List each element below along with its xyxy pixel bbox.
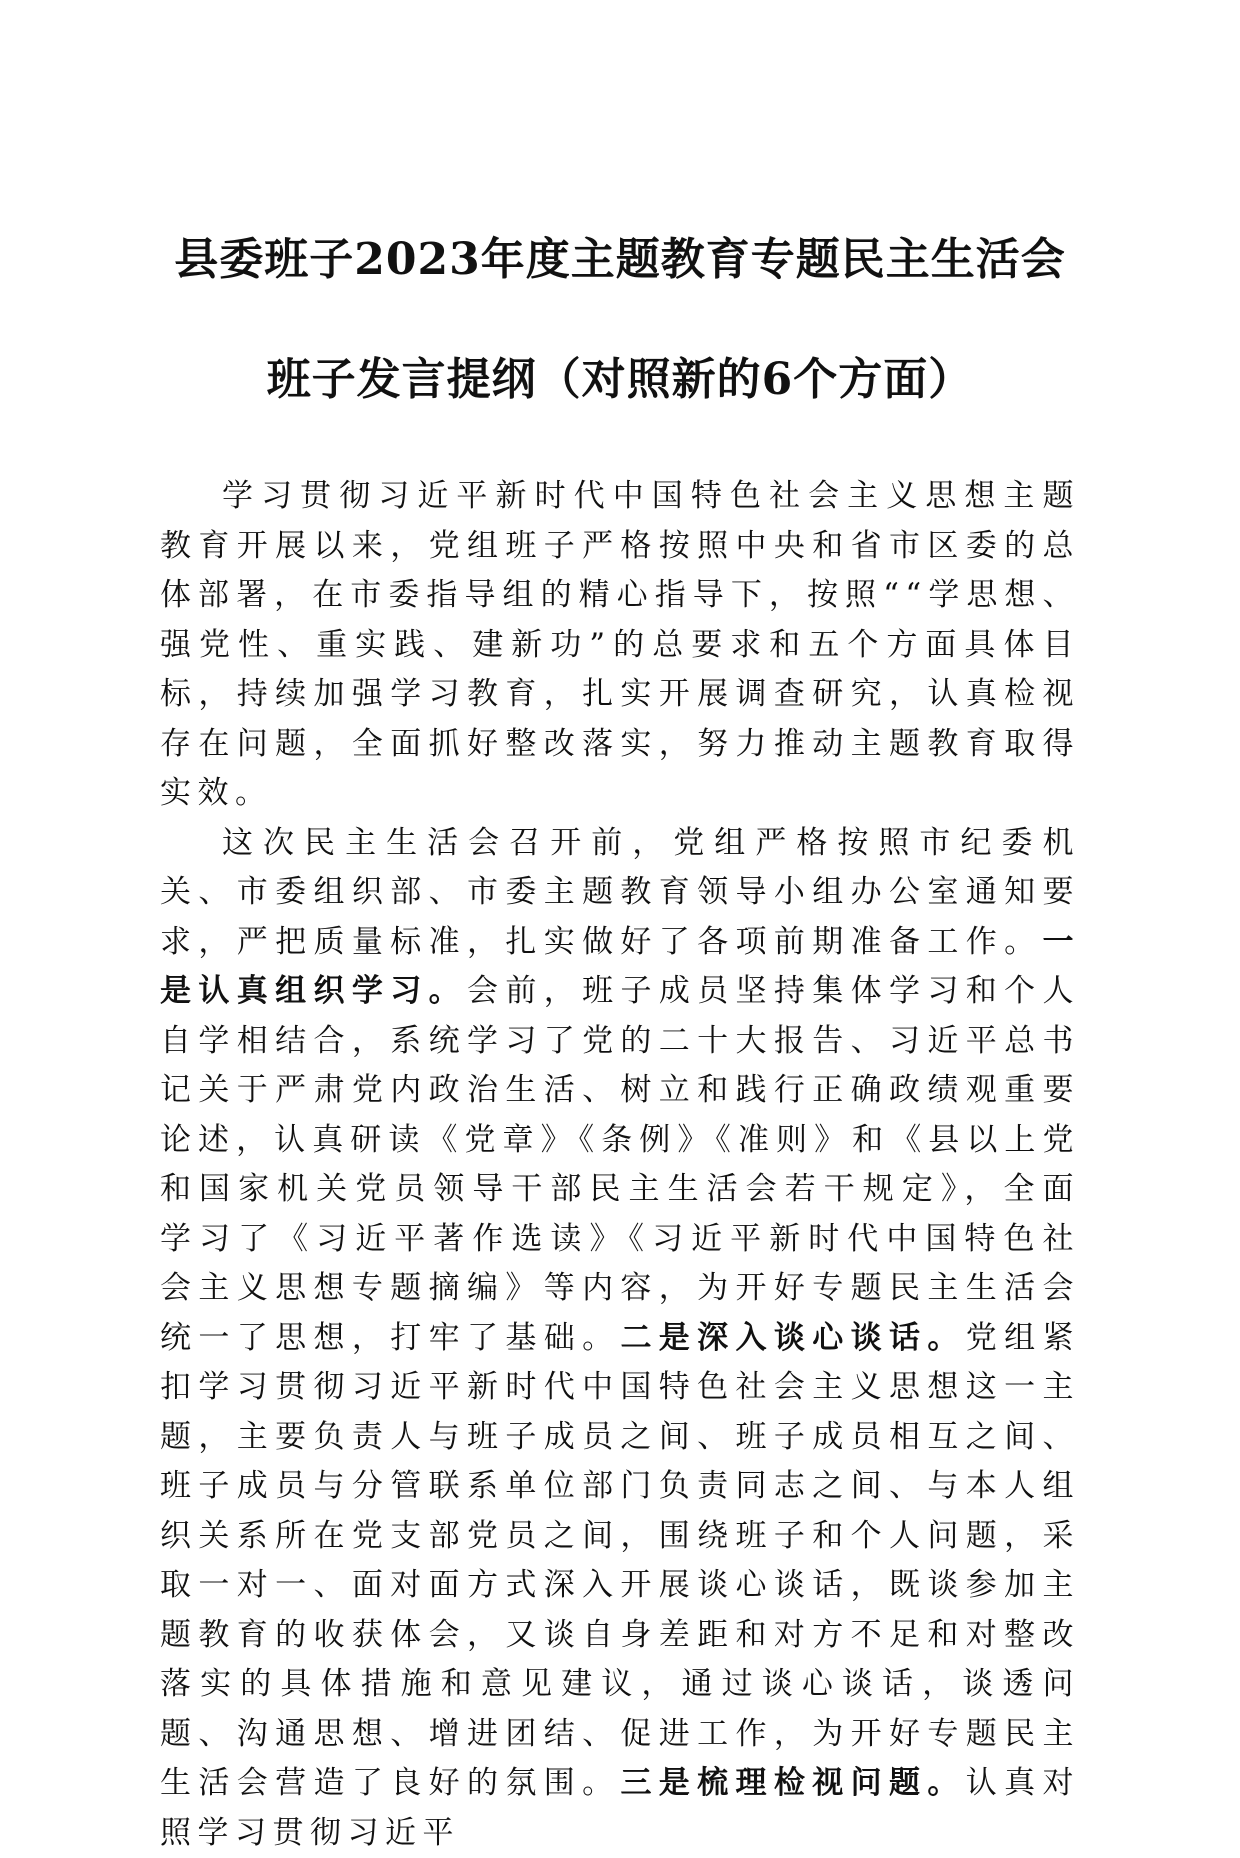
paragraph-preparation (160, 819, 1080, 1858)
paragraph-text-segment: 这次民主生活会召开前，党组严格按照市纪委机关、市委组织部、市委主题教育领导小组办公室通知要求，严把质量标准，扎实做好了各项前期准备工作。 (160, 825, 1080, 960)
paragraph-introduction: 学习贯彻习近平新时代中国特色社会主义思想主题教育开展以来，党组班子严格按照中央和省市区委的总体部署，在市委指导组的精心指导下，按照““学思想、强党性、重实践、建新功”的总要求和五个方面具体目标，持续加强学习教育，扎实开展调查研究，认真检视存在问题，全面抓好整改落实，努力推动主题教育取得实效。 (160, 472, 1080, 819)
document-title-line-2: 班子发言提纲（对照新的6个方面） (100, 350, 1140, 410)
bold-point-1: 一是认真组织学习。 (160, 924, 1080, 1010)
paragraph-text-segment: 认真对照学习贯彻习近平 (160, 1765, 1080, 1851)
document-title-line-1: 县委班子2023年度主题教育专题民主生活会 (100, 230, 1140, 290)
document-body (160, 472, 1080, 1858)
bold-point-3: 三是梳理检视问题。 (620, 1765, 965, 1801)
paragraph-text-segment: 会前，班子成员坚持集体学习和个人自学相结合，系统学习了党的二十大报告、习近平总书记关于严肃党内政治生活、树立和践行正确政绩观重要论述，认真研读《党章》《条例》《准则》和《县以上党和国家机关党员领导干部民主生活会若干规定》，全面学习了《习近平著作选读》《习近平新时代中国特色社会主义思想专题摘编》等内容，为开好专题民主生活会统一了思想，打牢了基础。 (160, 973, 1080, 1356)
bold-point-2: 二是深入谈心谈话。 (620, 1320, 965, 1356)
paragraph-text-segment: 党组紧扣学习贯彻习近平新时代中国特色社会主义思想这一主题，主要负责人与班子成员之间、班子成员相互之间、班子成员与分管联系单位部门负责同志之间、与本人组织关系所在党支部党员之间，围绕班子和个人问题，采取一对一、面对面方式深入开展谈心谈话，既谈参加主题教育的收获体会，又谈自身差距和对方不足和对整改落实的具体措施和意见建议，通过谈心谈话，谈透问题、沟通思想、增进团结、促进工作，为开好专题民主生活会营造了良好的氛围。 (160, 1320, 1080, 1802)
